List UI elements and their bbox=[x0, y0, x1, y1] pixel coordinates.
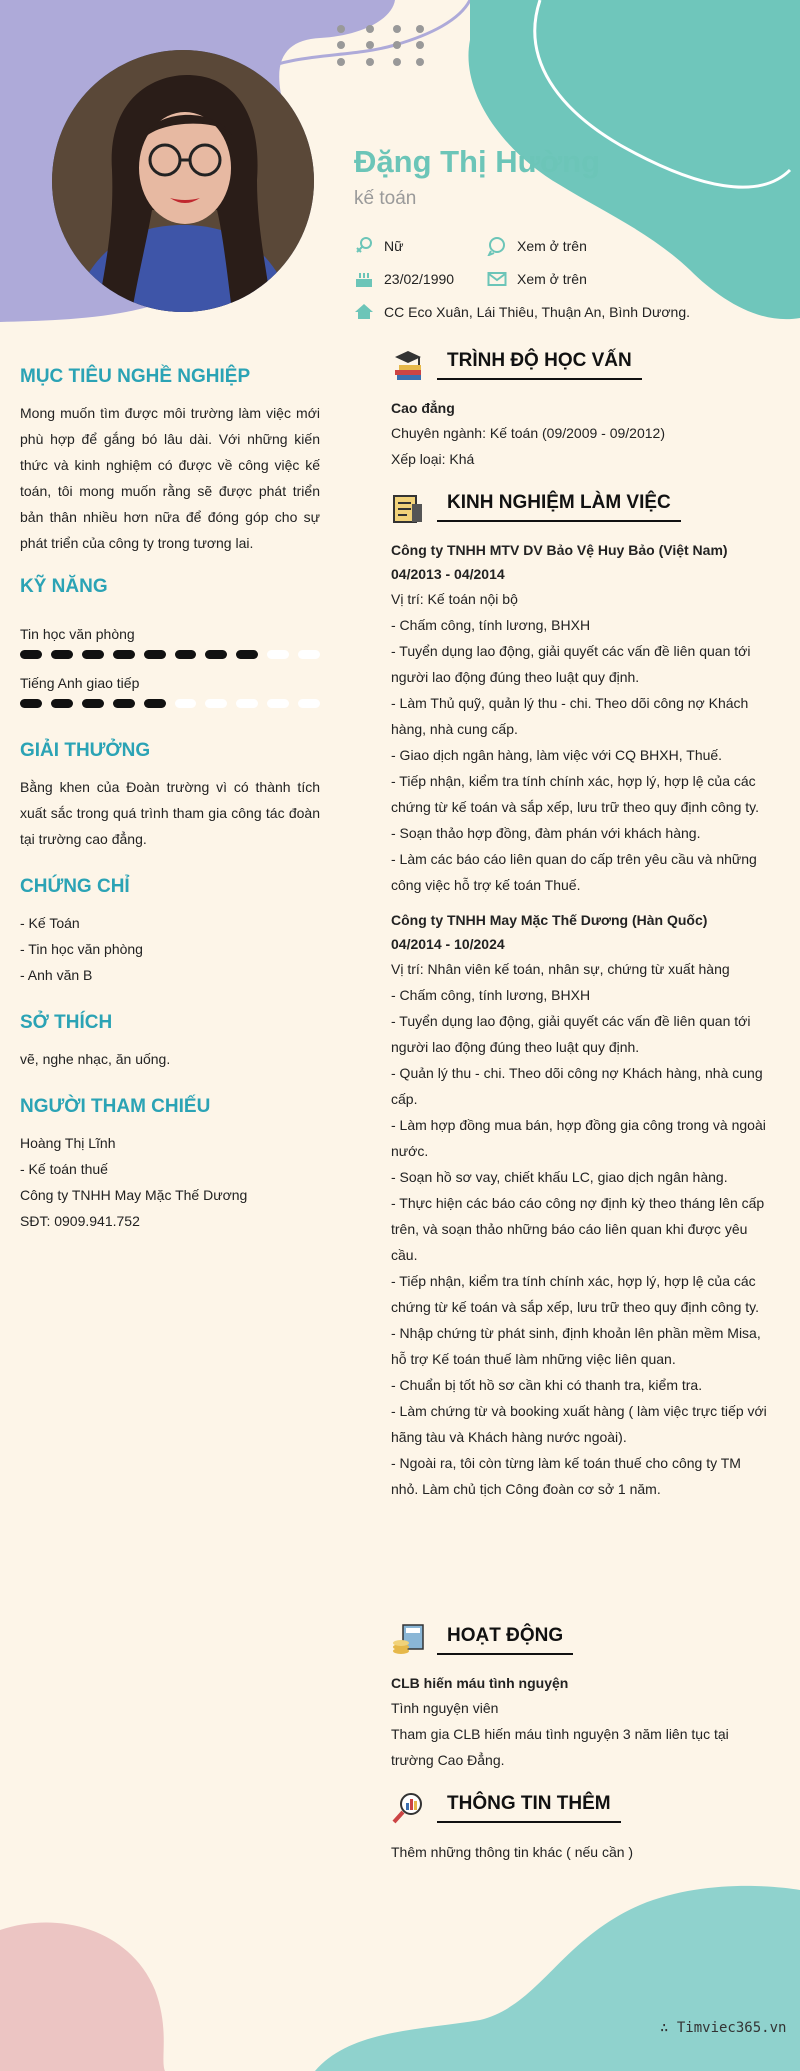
job-detail-line: Vị trí: Nhân viên kế toán, nhân sự, chứng từ xuất hàng bbox=[391, 961, 730, 977]
skill-dot-empty bbox=[205, 699, 227, 708]
portrait-illustration bbox=[52, 50, 314, 312]
awards-text: Bằng khen của Đoàn trường vì có thành tích xuất sắc trong quá trình tham gia công tác đoàn tại trường cao đẳng. bbox=[20, 779, 320, 847]
skill-name: Tin học văn phòng bbox=[20, 626, 135, 642]
activity-text: Tham gia CLB hiến máu tình nguyện 3 năm liên tục tại trường Cao Đẳng. bbox=[391, 1726, 729, 1768]
phone-info bbox=[487, 236, 587, 256]
job-detail-line: - Làm hợp đồng mua bán, hợp đồng gia công trong và ngoài nước. bbox=[391, 1117, 766, 1159]
skill-item bbox=[20, 624, 320, 659]
objective-section bbox=[20, 366, 320, 556]
education-school: Cao đẳng bbox=[391, 400, 455, 416]
references-heading: NGƯỜI THAM CHIẾU bbox=[20, 1096, 211, 1117]
extra-info-header bbox=[391, 1791, 771, 1825]
job-detail-line: - Làm Thủ quỹ, quản lý thu - chi. Theo dõi công nợ Khách hàng, nhà cung cấp. bbox=[391, 695, 749, 737]
activity-role: Tình nguyện viên bbox=[391, 1700, 499, 1716]
skill-dot-empty bbox=[236, 699, 258, 708]
skill-name: Tiếng Anh giao tiếp bbox=[20, 675, 140, 691]
job-detail-line: - Làm các báo cáo liên quan do cấp trên yêu cầu và những công việc hỗ trợ kế toán Thuế. bbox=[391, 851, 757, 893]
skill-dot-filled bbox=[144, 650, 166, 659]
objective-heading: MỤC TIÊU NGHỀ NGHIỆP bbox=[20, 366, 251, 387]
phone-value[interactable]: Xem ở trên bbox=[517, 238, 587, 254]
awards-section bbox=[20, 740, 320, 852]
activities-section bbox=[391, 1623, 771, 1773]
job-detail-line: - Ngoài ra, tôi còn từng làm kế toán thuế cho công ty TM nhỏ. Làm chủ tịch Công đoàn cơ sở 1 năm. bbox=[391, 1455, 741, 1497]
certificates-heading: CHỨNG CHỈ bbox=[20, 876, 130, 897]
job-lines bbox=[391, 956, 771, 1502]
skill-dot-filled bbox=[113, 650, 135, 659]
experience-heading: KINH NGHIỆM LÀM VIỆC bbox=[437, 492, 681, 522]
job-detail-line: - Chuẩn bị tốt hồ sơ cần khi có thanh tra, kiểm tra. bbox=[391, 1377, 703, 1393]
skill-dot-filled bbox=[205, 650, 227, 659]
certificate-item: - Kế Toán bbox=[20, 915, 80, 931]
hobbies-section bbox=[20, 1012, 320, 1072]
gender-info bbox=[354, 236, 403, 256]
skill-dot-empty bbox=[298, 699, 320, 708]
gender-value: Nữ bbox=[384, 238, 404, 254]
job-period: 04/2013 - 04/2014 bbox=[391, 566, 505, 582]
objective-text: Mong muốn tìm được môi trường làm việc mới phù hợp để gắng bó lâu dài. Với những kiến thức và kinh nghiệm có được về công việc kế toán, tôi mong muốn rằng sẽ được phát triển bản thân nhiều hơn nữa để đóng góp cho sự phát triển của công ty trong tương lai. bbox=[20, 405, 320, 551]
certificates-section bbox=[20, 876, 320, 988]
gender-icon bbox=[354, 236, 374, 256]
extra-info-heading: THÔNG TIN THÊM bbox=[437, 1793, 621, 1823]
address-info bbox=[354, 302, 690, 322]
education-heading: TRÌNH ĐỘ HỌC VẤN bbox=[437, 350, 642, 380]
graduation-books-icon bbox=[391, 348, 425, 382]
job-company: Công ty TNHH May Mặc Thế Dương (Hàn Quốc) bbox=[391, 912, 708, 928]
job-detail-line: - Làm chứng từ và booking xuất hàng ( làm việc trực tiếp với hãng tàu và Khách hàng nước ngoài). bbox=[391, 1403, 767, 1445]
envelope-icon bbox=[487, 269, 507, 289]
reference-line: SĐT: 0909.941.752 bbox=[20, 1213, 140, 1229]
skill-level-bar bbox=[20, 699, 320, 708]
job-entry bbox=[391, 538, 771, 898]
skill-dot-filled bbox=[51, 650, 73, 659]
candidate-name: Đặng Thị Hường bbox=[354, 144, 600, 179]
birthday-value: 23/02/1990 bbox=[384, 271, 455, 287]
job-entry bbox=[391, 908, 771, 1502]
job-detail-line: - Tiếp nhận, kiểm tra tính chính xác, hợp lý, hợp lệ của các chứng từ kế toán và sắp xếp, lưu trữ theo quy định công ty. bbox=[391, 1273, 759, 1315]
left-column bbox=[20, 366, 320, 1234]
experience-section bbox=[391, 490, 771, 1502]
job-period: 04/2014 - 10/2024 bbox=[391, 936, 505, 952]
reference-line: - Kế toán thuế bbox=[20, 1161, 108, 1177]
skill-dot-empty bbox=[175, 699, 197, 708]
job-detail-line: - Quản lý thu - chi. Theo dõi công nợ Khách hàng, nhà cung cấp. bbox=[391, 1065, 763, 1107]
job-company: Công ty TNHH MTV DV Bảo Vệ Huy Bảo (Việt Nam) bbox=[391, 542, 728, 558]
email-value[interactable]: Xem ở trên bbox=[517, 271, 587, 287]
education-section bbox=[391, 348, 771, 472]
job-detail-line: - Thực hiện các báo cáo công nợ định kỳ theo tháng lên cấp trên, và soạn thảo những báo cáo liên quan khi được yêu cầu. bbox=[391, 1195, 765, 1263]
job-detail-line: - Nhập chứng từ phát sinh, định khoản lên phần mềm Misa, hỗ trợ Kế toán thuế làm những việc liên quan. bbox=[391, 1325, 761, 1367]
briefcase-checklist-icon bbox=[391, 490, 425, 524]
skill-dot-filled bbox=[51, 699, 73, 708]
address-value: CC Eco Xuân, Lái Thiêu, Thuận An, Bình Dương. bbox=[384, 304, 690, 320]
references-section bbox=[20, 1096, 320, 1234]
skill-dot-filled bbox=[236, 650, 258, 659]
job-detail-line: - Giao dịch ngân hàng, làm việc với CQ BHXH, Thuế. bbox=[391, 747, 723, 763]
extra-info-section bbox=[391, 1791, 771, 1865]
skill-dot-filled bbox=[175, 650, 197, 659]
job-detail-line: - Chấm công, tính lương, BHXH bbox=[391, 617, 591, 633]
skills-section bbox=[20, 576, 320, 708]
certificate-item: - Tin học văn phòng bbox=[20, 941, 143, 957]
birthday-info bbox=[354, 269, 454, 289]
skill-dot-filled bbox=[20, 699, 42, 708]
skill-item bbox=[20, 673, 320, 708]
activities-header bbox=[391, 1623, 771, 1657]
job-detail-line: - Chấm công, tính lương, BHXH bbox=[391, 987, 591, 1003]
brand-watermark[interactable]: ∴ Timviec365.vn bbox=[660, 2020, 787, 2036]
hobbies-text: vẽ, nghe nhạc, ăn uống. bbox=[20, 1051, 171, 1067]
skill-dot-empty bbox=[298, 650, 320, 659]
birthday-cake-icon bbox=[354, 269, 374, 289]
job-detail-line: - Soạn hồ sơ vay, chiết khấu LC, giao dịch ngân hàng. bbox=[391, 1169, 728, 1185]
job-lines bbox=[391, 586, 771, 898]
magnifier-chart-icon bbox=[391, 1791, 425, 1825]
skill-dot-filled bbox=[113, 699, 135, 708]
job-detail-line: - Tiếp nhận, kiểm tra tính chính xác, hợp lý, hợp lệ của các chứng từ kế toán và sắp xếp, lưu trữ theo quy định công ty. bbox=[391, 773, 759, 815]
job-title: kế toán bbox=[354, 188, 417, 209]
hobbies-heading: SỞ THÍCH bbox=[20, 1012, 113, 1033]
avatar bbox=[52, 50, 314, 312]
awards-heading: GIẢI THƯỞNG bbox=[20, 740, 151, 761]
reference-line: Hoàng Thị Lĩnh bbox=[20, 1135, 116, 1151]
skill-dot-filled bbox=[82, 699, 104, 708]
education-header bbox=[391, 348, 771, 382]
email-info bbox=[487, 269, 587, 289]
skill-dot-empty bbox=[267, 650, 289, 659]
home-icon bbox=[354, 302, 374, 322]
extra-info-text: Thêm những thông tin khác ( nếu cần ) bbox=[391, 1844, 634, 1860]
experience-header bbox=[391, 490, 771, 524]
calculator-coins-icon bbox=[391, 1623, 425, 1657]
activities-heading: HOẠT ĐỘNG bbox=[437, 1625, 573, 1655]
activity-org: CLB hiến máu tình nguyện bbox=[391, 1675, 569, 1691]
skill-dot-empty bbox=[267, 699, 289, 708]
certificate-item: - Anh văn B bbox=[20, 967, 93, 983]
job-detail-line: Vị trí: Kế toán nội bộ bbox=[391, 591, 518, 607]
education-grade: Xếp loại: Khá bbox=[391, 451, 475, 467]
skill-dot-filled bbox=[82, 650, 104, 659]
education-major: Chuyên ngành: Kế toán (09/2009 - 09/2012) bbox=[391, 425, 665, 441]
reference-line: Công ty TNHH May Mặc Thế Dương bbox=[20, 1187, 248, 1203]
job-detail-line: - Soạn thảo hợp đồng, đàm phán với khách hàng. bbox=[391, 825, 701, 841]
skill-level-bar bbox=[20, 650, 320, 659]
skill-dot-filled bbox=[20, 650, 42, 659]
job-detail-line: - Tuyển dụng lao động, giải quyết các vấn đề liên quan tới người lao động đúng theo luật quy định. bbox=[391, 643, 751, 685]
skill-dot-filled bbox=[144, 699, 166, 708]
job-detail-line: - Tuyển dụng lao động, giải quyết các vấn đề liên quan tới người lao động đúng theo luật quy định. bbox=[391, 1013, 751, 1055]
skills-heading: KỸ NĂNG bbox=[20, 576, 108, 597]
whatsapp-phone-icon bbox=[487, 236, 507, 256]
